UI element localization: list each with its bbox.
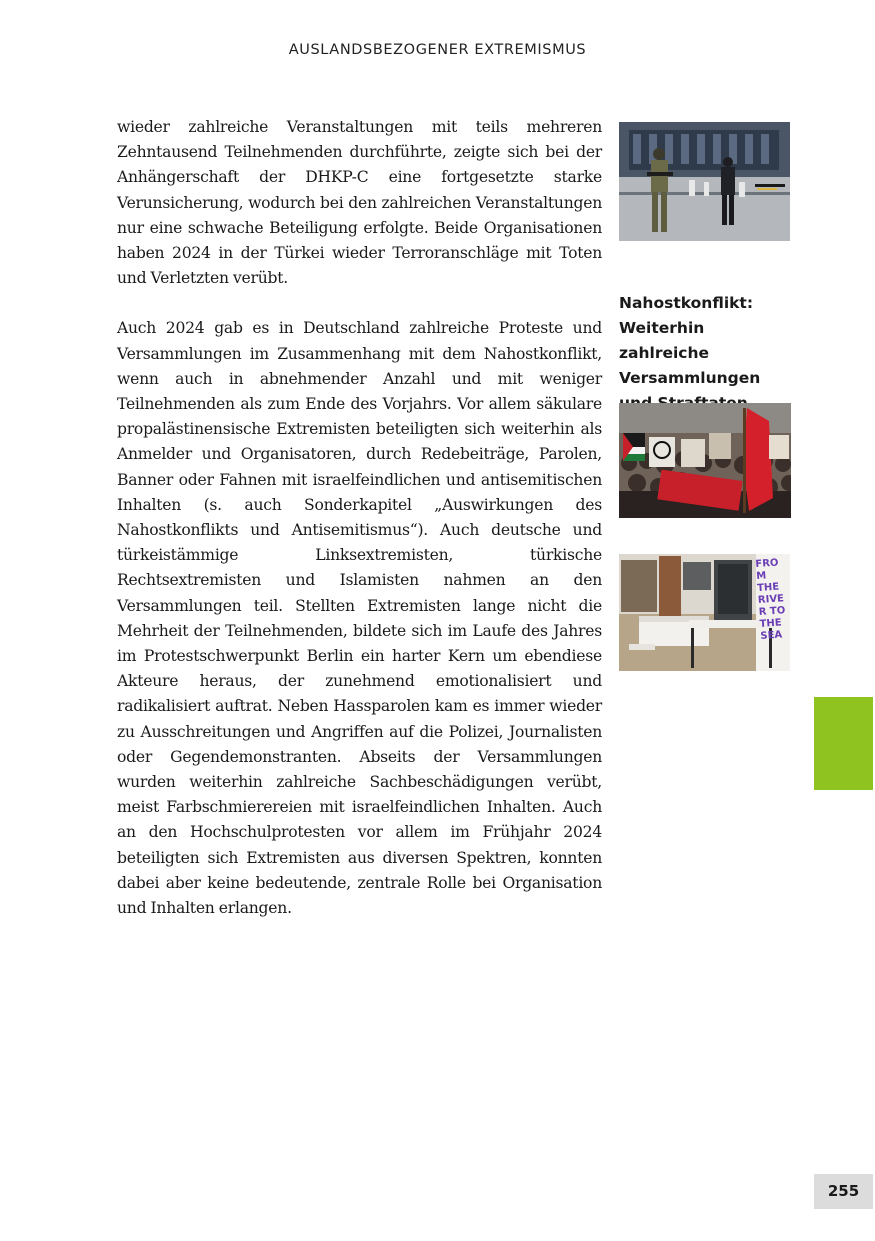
paragraph-2: Auch 2024 gab es in Deutschland zahlreiche Proteste und Versammlungen im Zusammenhang mit dem Nahostkonflikt, wenn auch in abnehmender Anzahl und mit weniger Teilnehmenden als zum Ende des Vorjahrs. Vor allem säkulare propalästinensische Extremisten beteiligten sich weiterhin als Anmelder und Organisatoren, durch Redebeiträge, Parolen, Banner oder Fahnen mit israelfeindlichen und antisemitischen Inhalten (s. auch Sonderkapitel „Auswirkungen des Nahostkonflikts und Antisemitismus“). Auch deutsche und türkeistämmige Linksextremisten, türkische Rechtsextremisten und Islamisten nahmen an den Versammlungen teil. Stellten Extremisten lange nicht die Mehrheit der Teilnehmenden, bildete sich im Laufe des Jahres im Protestschwerpunkt Berlin ein harter Kern um ebendiese Akteure heraus, der zunehmend emotionalisiert und radikalisiert auftrat. Neben Hassparolen kam es immer wieder zu Ausschreitungen und Angriffen auf die Polizei, Journalisten oder Gegendemonstranten. Abseits der Versammlungen wurden weiterhin zahlreiche Sachbeschädigungen verübt, meist Farbschmierereien mit israelfeindlichen Inhalten. Auch an den Hochschulprotesten vor allem im Frühjahr 2024 beteiligten sich Extremisten aus diversen Spektren, konnten dabei aber keine bedeutende, zentrale Rolle bei Organisation und Inhalten erlangen. [117, 319, 602, 918]
paragraph-1: wieder zahlreiche Veranstaltungen mit teils mehreren Zehntausend Teilnehmenden durchführte, zeigte sich bei der Anhängerschaft der DHKP-C eine fortgesetzte starke Verunsicherung, wodurch bei den zahlreichen Veranstaltungen nur eine schwache Beteiligung erfolgte. Beide Organisationen haben 2024 in der Türkei wieder Terroranschläge mit Toten und Verletzten verübt. [117, 118, 602, 288]
body-text [117, 115, 602, 921]
graffiti-text: FROM THE RIVER TO THE SEA [755, 557, 786, 642]
vandalism-photo [619, 554, 790, 671]
police-photo [619, 122, 790, 241]
running-header: AUSLANDSBEZOGENER EXTREMISMUS [288, 42, 587, 58]
margin-heading: Nahostkonflikt: Weiterhin zahlreiche Versammlungen [619, 294, 761, 387]
protest-photo [619, 403, 791, 518]
page-number: 255 [814, 1174, 873, 1209]
section-thumb-tab [814, 697, 873, 790]
